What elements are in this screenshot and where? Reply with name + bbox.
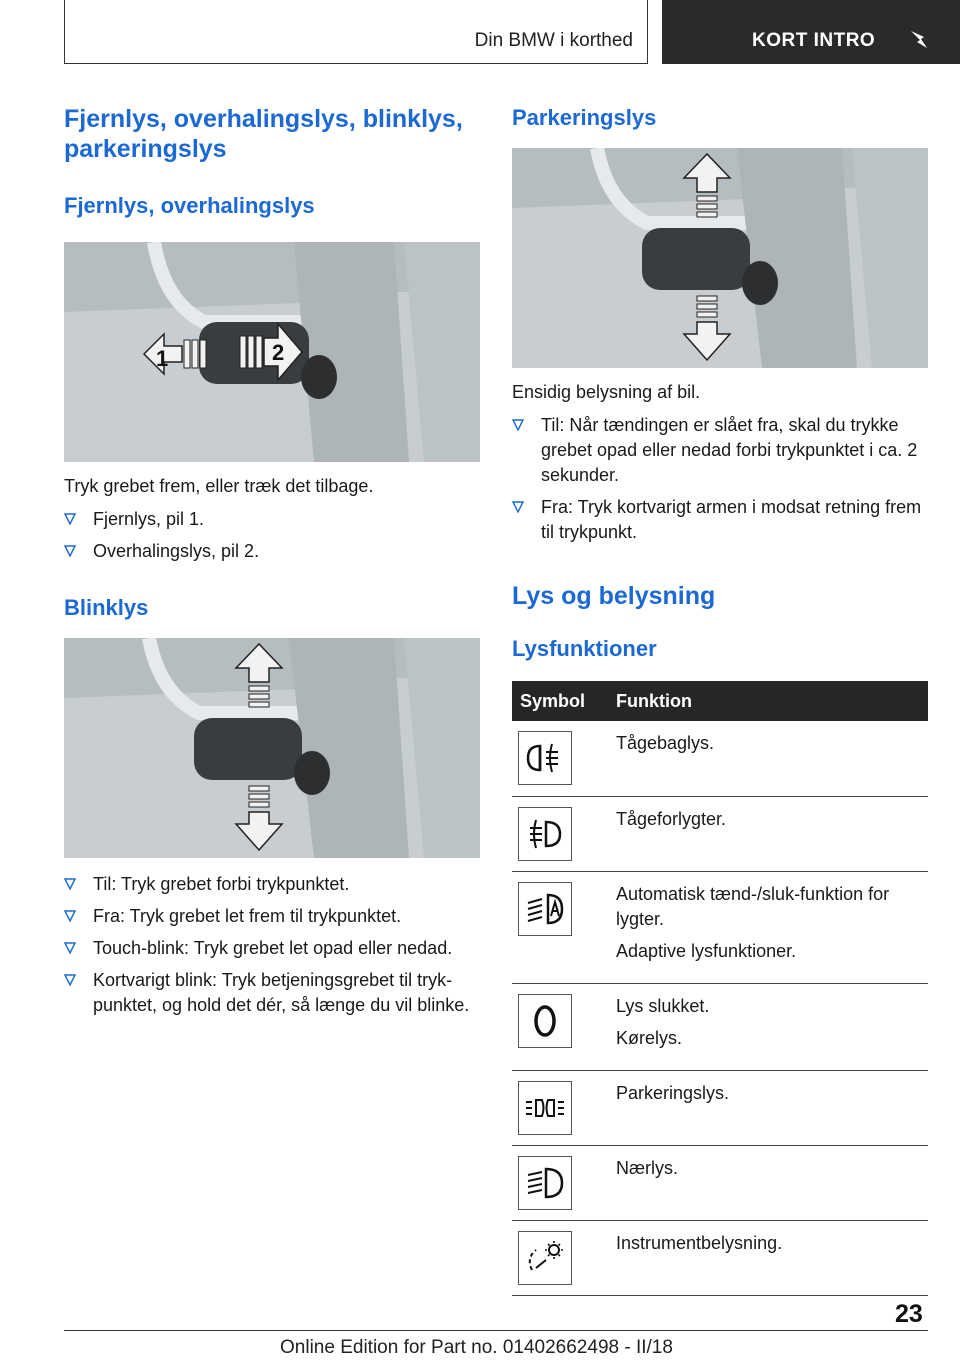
automatic-headlight-icon bbox=[518, 882, 572, 936]
arrow-label-2: 2 bbox=[272, 340, 285, 365]
list-item: Overhalingslys, pil 2. bbox=[64, 539, 480, 564]
high-beam-list bbox=[64, 507, 480, 564]
triangle-bullet-icon bbox=[512, 419, 524, 431]
triangle-bullet-icon bbox=[64, 878, 76, 890]
function-text: Kørelys. bbox=[616, 1027, 683, 1048]
table-row bbox=[512, 983, 928, 1070]
table-header-row bbox=[512, 681, 928, 721]
instrument-lighting-icon bbox=[518, 1231, 572, 1285]
table-row bbox=[512, 871, 928, 983]
triangle-bullet-icon bbox=[64, 513, 76, 525]
page-number: 23 bbox=[895, 1300, 923, 1328]
header-chapter-tab bbox=[662, 0, 960, 64]
table-row bbox=[512, 721, 928, 796]
triangle-bullet-icon bbox=[64, 545, 76, 557]
list-item: Fra: Tryk grebet let frem til trykpunktet. bbox=[64, 904, 480, 929]
column-header-function: Funktion bbox=[608, 681, 928, 721]
list-item: Kortvarigt blink: Tryk betjeningsgrebet til tryk-punktet, og hold det dér, så længe du vil blinke. bbox=[64, 968, 480, 1018]
list-item: Til: Når tændingen er slået fra, skal du trykke grebet opad eller nedad forbi trykpunktet i ca. 2 sekunder. bbox=[512, 413, 928, 488]
footer-divider bbox=[64, 1330, 928, 1331]
function-text: Lys slukket. bbox=[616, 995, 710, 1016]
list-item: Til: Tryk grebet forbi trykpunktet. bbox=[64, 872, 480, 897]
high-beam-instruction: Tryk grebet frem, eller træk det tilbage. bbox=[64, 476, 374, 496]
figure-turn-signal-lever bbox=[64, 638, 480, 858]
right-column bbox=[512, 100, 928, 1296]
list-item: Fjernlys, pil 1. bbox=[64, 507, 480, 532]
table-row bbox=[512, 1220, 928, 1295]
front-fog-light-icon bbox=[518, 807, 572, 861]
section-heading-lighting: Lys og belysning bbox=[512, 582, 716, 610]
header-chapter-title: KORT INTRO bbox=[752, 30, 876, 51]
table-row bbox=[512, 1070, 928, 1145]
table-row bbox=[512, 796, 928, 871]
subheading-high-beam: Fjernlys, overhalingslys bbox=[64, 193, 315, 218]
parking-light-list bbox=[512, 413, 928, 545]
figure-high-beam-lever bbox=[64, 242, 480, 462]
parking-light-intro: Ensidig belysning af bil. bbox=[512, 382, 701, 402]
figure-parking-light-lever bbox=[512, 148, 928, 368]
subheading-turn-signal: Blinklys bbox=[64, 595, 149, 620]
turn-signal-list bbox=[64, 872, 480, 1018]
function-text: Nærlys. bbox=[616, 1157, 678, 1178]
list-item: Touch-blink: Tryk grebet let opad eller nedad. bbox=[64, 936, 480, 961]
subheading-light-functions: Lysfunktioner bbox=[512, 636, 657, 661]
subheading-parking-light: Parkeringslys bbox=[512, 105, 657, 130]
function-text: Automatisk tænd-/sluk-funktion for lygter. bbox=[616, 883, 890, 929]
triangle-bullet-icon bbox=[64, 910, 76, 922]
function-text: Instrumentbelysning. bbox=[616, 1232, 783, 1253]
triangle-bullet-icon bbox=[64, 942, 76, 954]
function-text: Adaptive lysfunktioner. bbox=[616, 940, 797, 961]
flash-icon bbox=[908, 28, 930, 50]
table-row bbox=[512, 1145, 928, 1220]
footer-edition: Online Edition for Part no. 01402662498 - II/18 bbox=[280, 1337, 673, 1358]
parking-light-icon bbox=[518, 1081, 572, 1135]
light-functions-table bbox=[512, 681, 928, 1296]
left-column bbox=[64, 100, 480, 1025]
section-heading-lights: Fjernlys, overhalingslys, blinklys, parkeringslys bbox=[64, 105, 463, 163]
header-left-box bbox=[64, 0, 648, 64]
column-header-symbol: Symbol bbox=[512, 681, 608, 721]
low-beam-icon bbox=[518, 1156, 572, 1210]
function-text: Tågeforlygter. bbox=[616, 808, 727, 829]
rear-fog-light-icon bbox=[518, 731, 572, 785]
function-text: Tågebaglys. bbox=[616, 733, 715, 753]
lights-off-icon bbox=[518, 994, 572, 1048]
list-item: Fra: Tryk kortvarigt armen i modsat retning frem til trykpunkt. bbox=[512, 495, 928, 545]
triangle-bullet-icon bbox=[64, 974, 76, 986]
header-section-title: Din BMW i korthed bbox=[474, 30, 633, 51]
arrow-label-1: 1 bbox=[156, 346, 169, 371]
function-text: Parkeringslys. bbox=[616, 1082, 730, 1103]
triangle-bullet-icon bbox=[512, 501, 524, 513]
